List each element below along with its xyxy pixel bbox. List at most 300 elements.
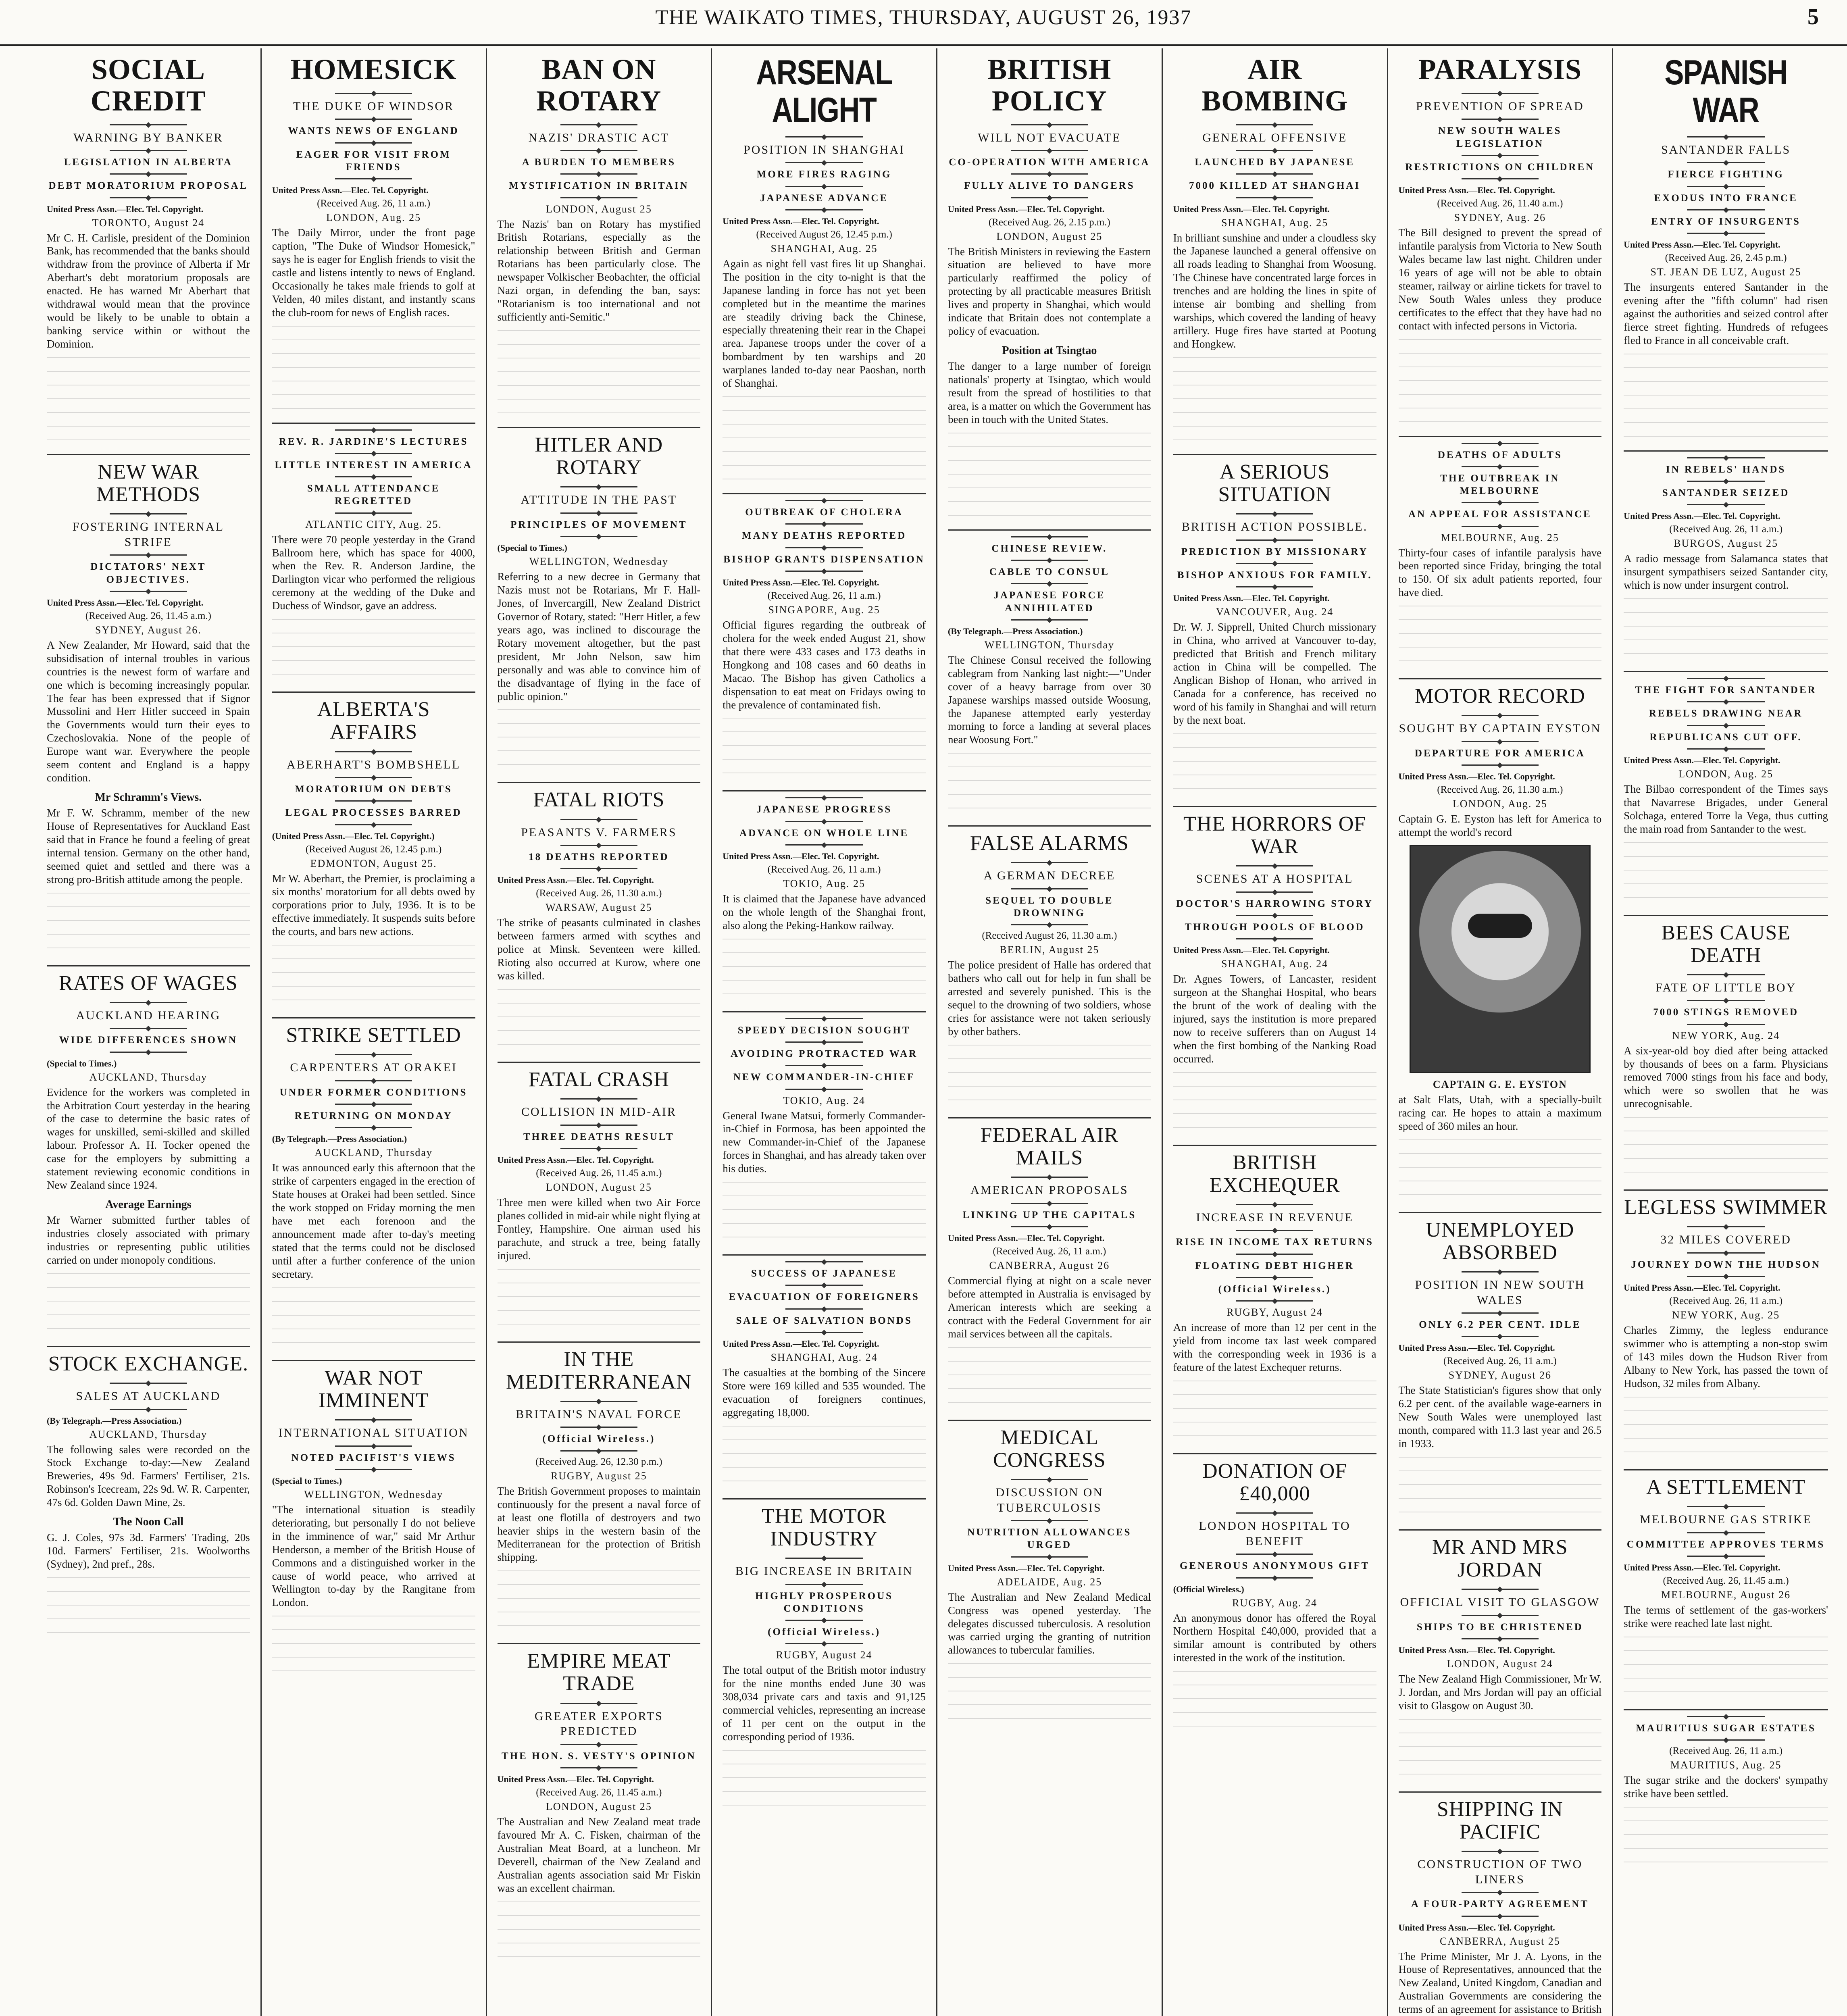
dateline: SYDNEY, Aug. 26 [1454,212,1546,223]
dateline: LONDON, August 24 [1447,1658,1553,1670]
deck-rule [785,571,862,572]
text-continuation [948,750,1151,814]
story-body: Charles Zimmy, the legless endurance swimmer who is attempting a non-stop swim of 143 miles down the Hudson River from Albany to New York, has passed the town of Hudson, 32 miles from Albany. [1624,1324,1828,1389]
dateline: AUCKLAND, Thursday [89,1071,208,1083]
deck: THE HON. S. VESTY'S OPINION [502,1750,696,1762]
deck-rule [110,1383,187,1384]
deck-rule [1462,1336,1539,1337]
deck-rule [335,1469,412,1470]
deck-rule [785,797,862,798]
deck: MANY DEATHS REPORTED [741,530,907,541]
deck: (Official Wireless.) [768,1627,881,1637]
deck: A FOUR-PARTY AGREEMENT [1411,1899,1589,1910]
deck-rule [1687,209,1765,210]
portrait-photo [1410,845,1591,1073]
wire-credit: United Press Assn.—Elec. Tel. Copyright. [1624,755,1780,765]
story-body: General Iwane Matsui, formerly Commander-in-Chief in Formosa, has been appointed the new Commander-in-Chief of the Japanese forces in Shanghai, and has already taken over his duties. [723,1109,926,1175]
deck-rule [1462,715,1539,716]
deck-rule [1462,1638,1539,1639]
deck-rule [335,777,412,778]
deck: THE DUKE OF WINDSOR [293,99,454,113]
headline: HITLER AND ROTARY [535,433,663,479]
column-3 [487,48,712,2016]
deck: BRITISH ACTION POSSIBLE. [1182,520,1368,534]
deck-rule [1011,1556,1088,1558]
deck-rule [785,1308,862,1310]
deck: NEW SOUTH WALES LEGISLATION [1438,125,1562,149]
received-time: (Received August 26, 11.30 a.m.) [982,930,1117,941]
deck: BISHOP GRANTS DISPENSATION [723,554,925,565]
story [723,1505,926,1822]
deck: CO-OPERATION WITH AMERICA [949,157,1150,168]
story-body: Mr W. Aberhart, the Premier, is proclaiming a six months' moratorium for all debts owed by corporations prior to July, 1936. It is to be effective immediately. It suspends suits before the courts, and bars new actions. [272,872,475,938]
deck-rule [1236,563,1313,564]
story [1624,54,1828,452]
wire-credit: United Press Assn.—Elec. Tel. Copyright. [723,216,879,226]
deck: DOCTOR'S HARROWING STORY [1176,898,1373,909]
deck: WANTS NEWS OF ENGLAND [288,125,459,137]
deck: DISCUSSION ON TUBERCULOSIS [995,1486,1104,1514]
text-continuation [498,1266,701,1330]
deck: SUCCESS OF JAPANESE [751,1268,897,1279]
deck-rule [1011,1177,1088,1178]
story [1173,1460,1376,1743]
wire-credit: United Press Assn.—Elec. Tel. Copyright. [47,204,204,214]
story [1399,1798,1602,2016]
deck-rule [1462,93,1539,94]
deck-rule [1687,1276,1765,1277]
deck: CONSTRUCTION OF TWO LINERS [1417,1858,1583,1886]
wire-credit: United Press Assn.—Elec. Tel. Copyright. [1398,771,1555,782]
column-7 [1388,48,1614,2016]
deck-rule [335,453,412,454]
deck: (Official Wireless.) [1218,1283,1331,1295]
story [1624,678,1828,916]
text-continuation [272,1284,475,1349]
masthead [0,0,1847,46]
dateline: WELLINGTON, Wednesday [529,556,668,568]
text-continuation [498,1567,701,1632]
deck-rule [335,178,412,179]
text-continuation [47,1270,250,1335]
deck-rule [1462,1916,1539,1917]
story [272,54,475,424]
deck: SPEEDY DECISION SOUGHT [737,1025,911,1036]
deck: EVACUATION OF FOREIGNERS [729,1291,920,1303]
deck-rule [110,197,187,198]
story-body-continued: G. J. Coles, 97s 3d. Farmers' Trading, 20s 10d. Farmers' Fertiliser, 21s. Woolworths (Sydney), 2nd pref., 28s. [47,1531,250,1570]
dateline: LONDON, August 25 [546,1800,652,1812]
received-time: (Received Aug. 26, 11.30 a.m.) [536,888,662,899]
dateline: LONDON, Aug. 25 [326,212,421,223]
received-time: (Received Aug. 26, 11.45 a.m.) [536,1787,662,1798]
text-continuation [948,1344,1151,1408]
story-body: The Chinese Consul received the following cablegram from Nanking last night:—"Under cover of a heavy barrage from over 30 Japanese warships massed outside Woosung, the Japanese attempted early yesterday morning to force a landing at several places near Woosung Fort." [948,654,1151,746]
received-time: (Received Aug. 26, 11 a.m.) [767,864,881,875]
story [272,1367,475,1689]
dateline: RUGBY, August 24 [1226,1306,1323,1318]
story [1173,461,1376,807]
story-body: The Bilbao correspondent of the Times says that Navarrese Brigades, under General Solchaga, entered Torre la Vega, thus cutting the main road from Santander to the west. [1624,783,1828,835]
subheading: Position at Tsingtao [1002,344,1097,357]
deck: SANTANDER SEIZED [1662,487,1790,498]
story-body: Commercial flying at night on a scale never before attempted in Australia is envisaged by American interests which are seeking a contract with the Federal Government for air mail services between all the capitals. [948,1275,1151,1340]
deck-rule [1236,1300,1313,1302]
story [723,54,926,494]
headline: BAN ON ROTARY [536,53,662,117]
deck: PREVENTION OF SPREAD [1416,99,1584,113]
story-body: The British Ministers in reviewing the Eastern situation are believed to have more particularly reaffirmed the policy of protecting by all practicable measures British lives and property in Shanghai, which would indicate that Britain does not contemplate a policy of evacuation. [948,245,1151,337]
wire-credit: United Press Assn.—Elec. Tel. Copyright. [948,1563,1105,1573]
deck: FOSTERING INTERNAL STRIFE [72,520,225,549]
deck-rule [110,124,187,125]
wire-credit: United Press Assn.—Elec. Tel. Copyright. [1624,1562,1780,1572]
deck: THE FIGHT FOR SANTANDER [1635,685,1817,696]
deck-rule [110,1002,187,1003]
wire-credit: (United Press Assn.—Elec. Tel. Copyright.) [272,831,435,841]
text-continuation [1173,1069,1376,1133]
deck: SALE OF SALVATION BONDS [736,1315,912,1326]
deck-rule [1462,178,1539,179]
subheading: Mr Schramm's Views. [95,791,202,804]
deck-rule [1011,1226,1088,1227]
received-time: (Received Aug. 26, 11.45 a.m.) [85,610,211,621]
story-body: Captain G. E. Eyston has left for America to attempt the world's record [1398,813,1602,839]
story [948,1124,1151,1421]
deck-rule [785,1018,862,1019]
deck-rule [1687,457,1765,458]
deck-rule [1236,1554,1313,1555]
deck-rule [335,1080,412,1081]
wire-credit: United Press Assn.—Elec. Tel. Copyright. [1398,185,1555,195]
story-body: The strike of peasants culminated in clashes between farmers armed with scythes and police at Minsk. Seventeen were killed. Rioting also occurred at Kurow, where one was killed. [497,916,701,982]
text-continuation [1173,354,1376,443]
story [272,1024,475,1361]
deck-rule [785,547,862,548]
deck-rule [785,136,862,137]
deck-rule [1011,924,1088,925]
headline: FATAL CRASH [528,1068,669,1091]
received-time: (Received Aug. 26, 2.45 p.m.) [1665,252,1787,263]
deck: ONLY 6.2 PER CENT. IDLE [1419,1319,1581,1331]
deck-rule [1011,536,1088,537]
deck-rule [785,1620,862,1621]
dateline: SHANGHAI, Aug. 24 [770,1351,878,1363]
deck-rule [785,821,862,822]
deck-rule [1236,513,1313,514]
text-continuation [498,1898,701,1963]
text-continuation [948,1660,1151,1724]
headline: SPANISH WAR [1664,53,1787,129]
dateline: LONDON, August 25 [546,1181,652,1193]
wire-credit: United Press Assn.—Elec. Tel. Copyright. [723,577,879,587]
deck-rule [1687,748,1765,750]
deck-rule [335,429,412,431]
deck: REBELS DRAWING NEAR [1649,708,1803,719]
deck-rule [560,1744,637,1745]
deck: REV. R. JARDINE'S LECTURES [279,436,469,447]
story [47,54,250,455]
deck: LEGAL PROCESSES BARRED [285,807,462,818]
deck-rule [560,150,637,151]
deck-rule [785,162,862,163]
dateline: BURGOS, August 25 [1674,537,1778,550]
dateline: VANCOUVER, Aug. 24 [1216,606,1334,618]
deck: DEATHS OF ADULTS [1437,449,1562,460]
deck-rule [1462,443,1539,444]
deck: RESTRICTIONS ON CHILDREN [1405,161,1595,173]
wire-credit: (Official Wireless.) [1173,1584,1244,1594]
deck: POSITION IN SHANGHAI [743,143,905,156]
received-time: (Received Aug. 26, 2.15 p.m.) [988,217,1110,228]
deck: AUCKLAND HEARING [76,1008,221,1022]
deck-rule [1236,197,1313,198]
text-continuation [1399,1716,1602,1780]
text-continuation [47,889,250,954]
column-4 [712,48,937,2016]
deck-rule [785,1089,862,1090]
story-body: An increase of more than 12 per cent in the yield from income tax last week compared with the corresponding week in 1936 is a feature of the latest Exchequer returns. [1173,1321,1376,1373]
deck-rule [335,1445,412,1447]
story-body: In brilliant sunshine and under a cloudless sky the Japanese launched a general offensive on all roads leading to Shanghai from Woosung. The Chinese have concentrated large forces in trenches and are holding the lines in spite of intense air bombing and shelling from warships, which covered the landing of heavy artillery. Huge fires have started at Pootung and Hongkew. [1173,231,1376,350]
deck: AVOIDING PROTRACTED WAR [731,1048,918,1059]
deck-rule [560,819,637,820]
story [1399,443,1602,680]
story [47,461,250,966]
wire-credit: United Press Assn.—Elec. Tel. Copyright. [723,1338,879,1349]
deck: GENEROUS ANONYMOUS GIFT [1180,1560,1370,1572]
deck: IN REBELS' HANDS [1666,464,1786,475]
text-continuation [723,1747,926,1811]
deck-rule [1011,1520,1088,1521]
story-body: A New Zealander, Mr Howard, said that the subsidisation of internal troubles in various countries is the newest form of warfare and one which is becoming increasingly popular. The fear has been expressed that if Signor Mussolini and Herr Hitler succeed in Spain the Governments would turn their eyes to Czechoslovakia. None of the people of Europe want war. Everywhere the people seem content and England is a happy condition. [47,639,250,784]
deck-rule [785,1643,862,1644]
deck-rule [1236,1254,1313,1255]
dateline: LONDON, Aug. 25 [1452,798,1547,810]
deck: REPUBLICANS CUT OFF. [1649,731,1802,743]
deck: LAUNCHED BY JAPANESE [1195,157,1355,168]
deck-rule [560,536,637,537]
deck: INTERNATIONAL SITUATION [278,1426,469,1440]
deck-rule [560,1148,637,1149]
headline: MR AND MRS JORDAN [1432,1536,1568,1582]
wire-credit: (By Telegraph.—Press Association.) [948,626,1083,636]
deck-rule [1687,1716,1765,1717]
story-body: The sugar strike and the dockers' sympathy strike have been settled. [1624,1774,1828,1799]
deck-rule [1011,124,1088,125]
deck-rule [1011,888,1088,889]
deck: PRINCIPLES OF MOVEMENT [510,519,687,530]
story-body: There were 70 people yesterday in the Grand Ballroom here, which has space for 4000, when the Rev. R. Anderson Jardine, the Darlington vicar who performed the religious ceremony at the wedding of the Duke and Duchess of Windsor, gave an address. [272,533,475,612]
deck-rule [1462,1851,1539,1852]
deck-rule [1687,186,1765,187]
deck-rule [785,523,862,525]
headline: MEDICAL CONGRESS [993,1426,1106,1472]
story [498,434,701,783]
story [948,1427,1151,1736]
deck-rule [1687,1506,1765,1507]
story [1399,1219,1602,1531]
story [1399,685,1602,1213]
story [948,54,1151,531]
deck-rule [1462,1589,1539,1590]
story-body: The police president of Halle has ordered that bathers who call out for help in fun shall be arrested and severely punished. This is the sequel to the drowning of two soldiers, whose cries for assistance were not taken seriously by other bathers. [948,959,1151,1038]
deck: RETURNING ON MONDAY [294,1110,453,1122]
wire-credit: United Press Assn.—Elec. Tel. Copyright. [948,204,1105,214]
deck-rule [1687,504,1765,505]
page-number: 5 [1807,4,1819,29]
dateline: NEW YORK, Aug. 25 [1672,1309,1780,1321]
deck-rule [335,142,412,144]
received-time: (Received Aug. 26, 11.45 a.m.) [536,1167,662,1179]
deck-rule [110,150,187,151]
deck-rule [335,512,412,514]
dateline: TORONTO, August 24 [92,217,205,229]
wire-credit: United Press Assn.—Elec. Tel. Copyright. [1624,511,1780,521]
text-continuation [1624,595,1828,660]
story-body: A radio message from Salamanca states that insurgent sympathisers seized Santander city, which is now under insurgent control. [1624,552,1828,591]
deck-rule [110,554,187,556]
story-body: The Daily Mirror, under the front page caption, "The Duke of Windsor Homesick," says he is eager for English friends to visit the castle and listens intently to news of England. Occasionally he takes male friends to golf at Velden, 40 miles distant, and instantly scans the club-room for news of English races. [272,227,475,319]
deck: ENTRY OF INSURGENTS [1651,216,1801,227]
wire-credit: United Press Assn.—Elec. Tel. Copyright. [1173,945,1330,956]
deck: FIERCE FIGHTING [1668,169,1784,180]
headline: DONATION OF £40,000 [1202,1459,1347,1506]
story-body: Dr. Agnes Towers, of Lancaster, resident surgeon at the Shanghai Hospital, who bears the brunt of the work of dealing with the injured, says the institution is more prepared now to receive sufferers than on August 14 when the first bombing of the Nanking Road occurred. [1173,973,1376,1065]
story-body-continued: Mr F. W. Schramm, member of the new House of Representatives for Auckland East said that in France he found a feeling of great internal tension. Germany on the other hand, seemed quiet and settled and there was a strong pro-British attitude among the people. [47,807,250,885]
text-continuation [1399,336,1602,425]
deck-rule [110,1409,187,1410]
deck: SMALL ATTENDANCE REGRETTED [307,483,440,507]
deck: COLLISION IN MID-AIR [521,1105,677,1119]
headline: A SETTLEMENT [1646,1475,1805,1499]
received-time: (Received Aug. 26, 11 a.m.) [1669,1295,1783,1307]
text-continuation [1173,1668,1376,1732]
deck-rule [1011,619,1088,621]
deck-rule [560,173,637,175]
story-body: The Australian and New Zealand meat trade favoured Mr A. C. Fisken, chairman of the Australian Meat Board, at a luncheon. Mr Deverell, chairman of the New Zealand and Australian agents association said Mr Fiskin was an excellent chairman. [497,1815,701,1894]
story-body-continued: Mr Warner submitted further tables of industries closely associated with primary industries or representing public utilities carried on under monopoly conditions. [47,1214,250,1266]
deck-rule [335,476,412,477]
headline: NEW WAR METHODS [96,460,201,506]
deck-rule [560,1703,637,1704]
story [272,698,475,1018]
headline: THE HORRORS OF WAR [1183,812,1366,858]
received-time: (Received Aug. 26, 11.40 a.m.) [1437,198,1563,209]
text-continuation [1624,1114,1828,1178]
text-continuation [272,323,475,411]
deck-rule [1011,173,1088,175]
story [47,1353,250,1650]
story [1173,54,1376,455]
wire-credit: United Press Assn.—Elec. Tel. Copyright. [1624,240,1780,250]
deck-rule [1687,725,1765,726]
deck: MORATORIUM ON DEBTS [295,784,452,795]
deck: SCENES AT A HOSPITAL [1196,872,1353,886]
dateline: TOKIO, Aug. 25 [783,877,865,889]
deck-rule [560,1450,637,1452]
dateline: EDMONTON, August 25. [310,857,437,869]
text-continuation [723,393,926,482]
deck-rule [1462,1271,1539,1272]
deck-rule [560,1427,637,1428]
received-time: (Received Aug. 26, 11 a.m.) [1669,524,1783,535]
deck-rule [1236,891,1313,893]
deck-rule [785,844,862,846]
deck: 7000 STINGS REMOVED [1653,1007,1799,1018]
text-continuation [498,986,701,1050]
wire-credit: United Press Assn.—Elec. Tel. Copyright. [723,851,879,861]
headline: FEDERAL AIR MAILS [980,1124,1119,1170]
deck: GREATER EXPORTS PREDICTED [534,1709,663,1738]
wire-credit: United Press Assn.—Elec. Tel. Copyright. [1398,1922,1555,1933]
deck-rule [1687,136,1765,137]
dateline: MELBOURNE, Aug. 25 [1441,531,1559,544]
story-body: The following sales were recorded on the Stock Exchange to-day:—New Zealand Breweries, 49s 9d. Farmers' Fertiliser, 21s. Robinson's Icecream, 22s 9d. W. R. Carpenter, 47s 6d. Golden Dawn Mine, 2s. [47,1443,250,1509]
deck: COMMITTEE APPROVES TERMS [1626,1539,1825,1550]
headline: HOMESICK [290,53,457,85]
deck-rule [1011,1479,1088,1480]
story-body: The Nazis' ban on Rotary has mystified British Rotarians, especially as the relationship between British and German Rotarians has been particularly close. The newspaper Volkischer Beobachter, the official Nazi organ, in defending the ban, says: "Rotarianism is too international and not sufficiently anti-Semitic." [497,218,701,323]
received-time: (Received Aug. 26, 11 a.m.) [993,1246,1106,1257]
deck-rule [560,1767,637,1768]
text-continuation [47,1574,250,1639]
deck: BISHOP ANXIOUS FOR FAMILY. [1177,570,1372,581]
deck: FATE OF LITTLE BOY [1655,981,1797,994]
story-body: It is claimed that the Japanese have advanced on the whole length of the Shanghai front, also along the Peking-Hankow railway. [723,892,926,931]
deck-rule [1236,1230,1313,1231]
deck-rule [1687,481,1765,482]
story [948,536,1151,827]
story-body: The Australian and New Zealand Medical Congress was opened yesterday. The delegates discussed tuberculosis. A resolution was carried urging the granting of nutrition allowances to tubercular families. [948,1591,1151,1656]
deck-rule [560,845,637,846]
wire-credit: (Special to Times.) [272,1475,342,1486]
deck-rule [335,751,412,752]
subheading: Average Earnings [105,1198,192,1211]
dateline: SINGAPORE, Aug. 25 [768,604,880,616]
deck: FLOATING DEBT HIGHER [1195,1260,1354,1271]
deck-rule [785,1041,862,1043]
headline: BEES CAUSE DEATH [1661,921,1791,967]
dateline: LONDON, August 25 [546,203,652,215]
headline: A SERIOUS SITUATION [1218,460,1331,506]
deck-rule [1011,560,1088,561]
subheading: The Noon Call [113,1516,183,1529]
deck-rule [110,1052,187,1053]
deck: EXODUS INTO FRANCE [1654,192,1798,204]
wire-credit: United Press Assn.—Elec. Tel. Copyright. [497,1774,654,1784]
deck: WIDE DIFFERENCES SHOWN [59,1035,237,1046]
text-continuation [1173,730,1376,795]
story-body: Referring to a new decree in Germany that Nazis must not be Rotarians, Mr F. Hall-Jones, of Invercargill, New Zealand District Governor of Rotary, stated: "Herr Hitler, a few years ago, was inclined to discourage the Rotary movement altogether, but the past president, Mr John Nelson, saw him personally and was able to convince him of the disadvantage of flying in the face of public opinion." [497,571,701,702]
deck: CARPENTERS AT ORAKEI [290,1061,457,1075]
deck-rule [1462,155,1539,156]
headline: ARSENAL ALIGHT [756,53,892,129]
dateline: MELBOURNE, August 26 [1661,1589,1791,1601]
deck: NAZIS' DRASTIC ACT [528,131,670,144]
text-continuation [1624,839,1828,904]
wire-credit: (By Telegraph.—Press Association.) [47,1415,182,1426]
story [498,54,701,428]
story [498,789,701,1063]
deck-rule [1236,124,1313,125]
wire-credit: United Press Assn.—Elec. Tel. Copyright. [47,597,204,608]
deck-rule [785,1065,862,1066]
deck-rule [560,868,637,869]
text-continuation [948,429,1151,518]
received-time: (Received Aug. 26, 11 a.m.) [1443,1356,1557,1367]
story [1624,457,1828,672]
